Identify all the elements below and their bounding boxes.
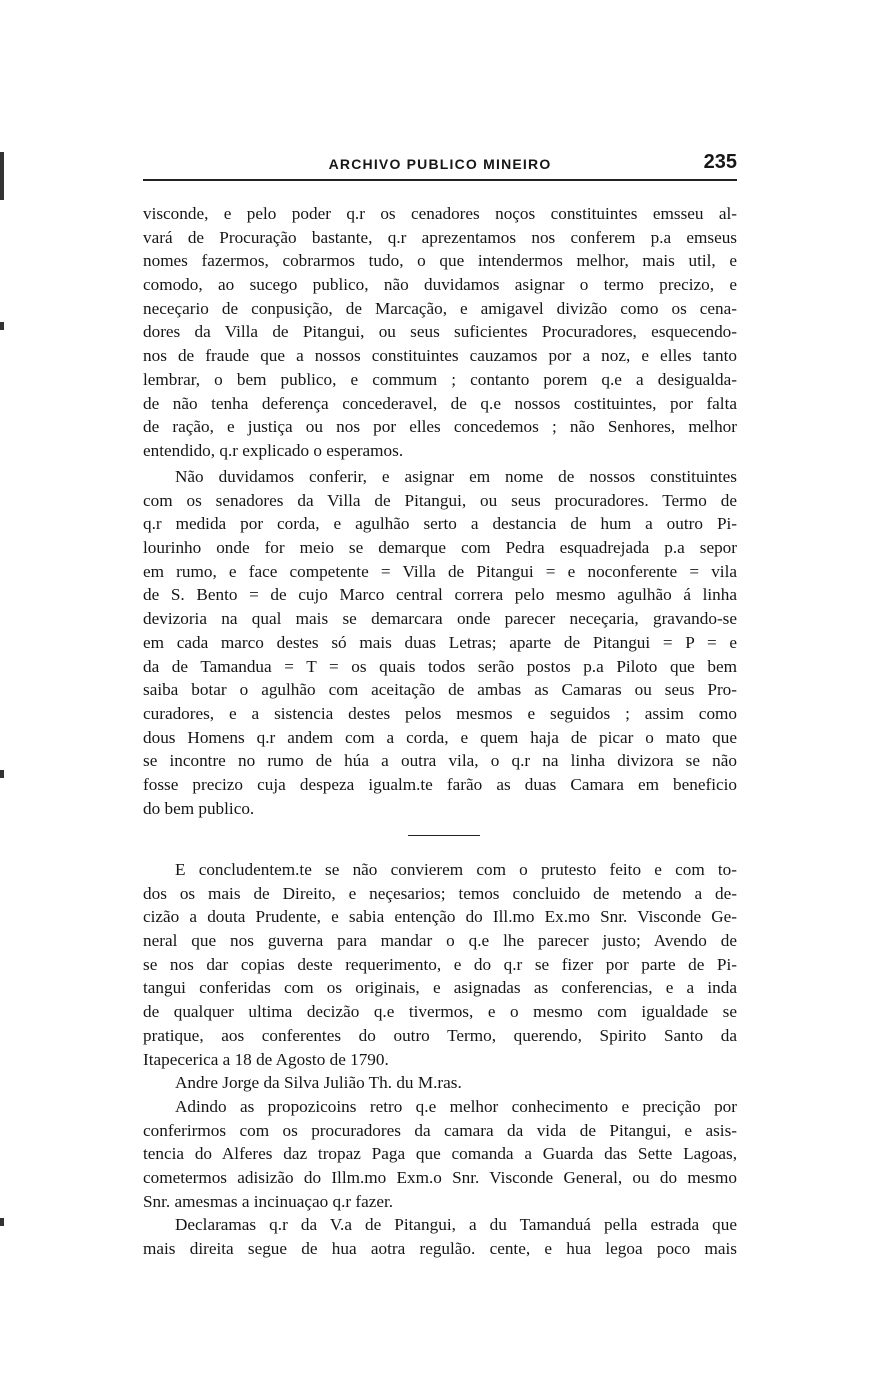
text-line: de não tenha deferença concederavel, de q.e nossos costituintes, por falta (143, 393, 737, 413)
section-separator (408, 835, 480, 836)
text-line: tencia do Alferes daz tropaz Paga que comanda a Guarda das Sette Lagoas, (143, 1144, 737, 1164)
text-line: mais direita segue de hua aotra regulão. cente, e hua legoa poco mais (143, 1239, 737, 1258)
paragraph-concludentemente (143, 858, 737, 1261)
running-header (143, 150, 737, 178)
text-line: lourinho onde for meio se demarque com Pedra esquadrejada p.a sepor (143, 538, 737, 558)
paragraph-continuation (143, 202, 737, 463)
text-line: vará de Procuração bastante, q.r aprezentamos nos conferem p.a emseus (143, 227, 737, 247)
text-line: pratique, aos conferentes do outro Termo, querendo, Spirito Santo da (143, 1025, 737, 1045)
text-line: Itapecerica a 18 de Agosto de 1790. (143, 1049, 389, 1069)
text-line: conferirmos com os procuradores da camara da vida de Pitangui, e asis- (143, 1120, 737, 1140)
text-line: devizoria na qual mais se demarcara onde parecer neceçaria, gravando-se (143, 609, 737, 629)
text-line: com os senadores da Villa de Pitangui, ou seus procuradores. Termo de (143, 490, 737, 510)
text-line: cometermos adisizão do Illm.mo Exm.o Snr. Visconde General, ou do mesmo (143, 1167, 737, 1187)
text-line: saiba botar o agulhão com aceitação de ambas as Camaras ou seus Pro- (143, 680, 737, 700)
text-line: Não duvidamos conferir, e asignar em nome de nossos constituintes (175, 467, 737, 486)
page-number: 235 (703, 151, 737, 173)
text-line: Declaramas q.r da V.a de Pitangui, a du Tamanduá pella estrada que (175, 1215, 737, 1235)
scan-margin-mark (0, 152, 4, 200)
header-title: ARCHIVO PUBLICO MINEIRO (328, 156, 552, 172)
paragraph-nao-duvidamos (143, 465, 737, 820)
text-line: nomes fazermos, cobrarmos tudo, o que intendermos melhor, mais util, e (143, 251, 737, 271)
scan-margin-mark (0, 770, 4, 778)
text-line: neceçario de conpusição, de Marcação, e amigavel divizão como os cena- (143, 298, 737, 318)
text-line: dous Homens q.r andem com a corda, e quem haja de picar o mato que (143, 727, 737, 747)
text-line: Adindo as propozicoins retro q.e melhor conhecimento e precição por (175, 1096, 737, 1116)
text-line: em cada marco destes só mais duas Letras; aparte de Pitangui = P = e (143, 632, 737, 652)
signature-line: Andre Jorge da Silva Julião Th. du M.ras. (175, 1073, 462, 1093)
text-line: Snr. amesmas a incinuaçao q.r fazer. (143, 1191, 394, 1211)
text-line: comodo, ao sucego publico, não duvidamos asignar o termo precizo, e (143, 275, 737, 295)
text-line: dores da Villa de Pitangui, ou seus suficientes Procuradores, esquecendo- (143, 322, 737, 342)
header-rule (143, 179, 737, 181)
scan-margin-mark (0, 1218, 4, 1226)
text-line: E concludentem.te se não convierem com o prutesto feito e com to- (175, 860, 737, 879)
text-line: de qualquer ultima decizão q.e tivermos, e o mesmo com igualdade se (143, 1002, 737, 1022)
text-line: se nos dar copias deste requerimento, e do q.r se fizer por parte de Pi- (143, 954, 737, 974)
text-line: tangui conferidas com os originais, e asignadas as conferencias, e a inda (143, 978, 737, 998)
text-line: de ração, e justiça ou nos por elles concedemos ; não Senhores, melhor (143, 417, 737, 437)
text-line: nos de fraude que a nossos constituintes cauzamos por a noz, e elles tanto (143, 346, 737, 366)
text-line: neral que nos guverna para mandar o q.e lhe parecer justo; Avendo de (143, 931, 737, 951)
text-line: fosse precizo cuja despeza igualm.te farão as duas Camara em beneficio (143, 774, 737, 794)
text-line: q.r medida por corda, e agulhão serto a destancia de hum a outro Pi- (143, 514, 737, 534)
text-line: visconde, e pelo poder q.r os cenadores noços constituintes emsseu al- (143, 204, 737, 223)
text-line: em rumo, e face competente = Villa de Pitangui = e noconferente = vila (143, 561, 737, 581)
text-line: curadores, e a sistencia destes pelos mesmos e seguidos ; assim como (143, 703, 737, 723)
text-line: da de Tamandua = T = os quais todos serão postos p.a Piloto que bem (143, 656, 737, 676)
text-line: lembrar, o bem publico, e commum ; contanto porem q.e a desigualda- (143, 369, 737, 389)
text-line: se incontre no rumo de húa a outra vila, o q.r na linha divizora se não (143, 751, 737, 771)
text-line: entendido, q.r explicado o esperamos. (143, 440, 404, 460)
text-line: dos os mais de Direito, e neçesarios; temos concluido de metendo a de- (143, 883, 737, 903)
text-line: do bem publico. (143, 798, 255, 818)
text-line: de S. Bento = de cujo Marco central correra pelo mesmo agulhão á linha (143, 585, 737, 605)
text-line: cizão a douta Prudente, e sabia entenção do Ill.mo Ex.mo Snr. Visconde Ge- (143, 907, 737, 927)
scan-margin-mark (0, 322, 4, 330)
